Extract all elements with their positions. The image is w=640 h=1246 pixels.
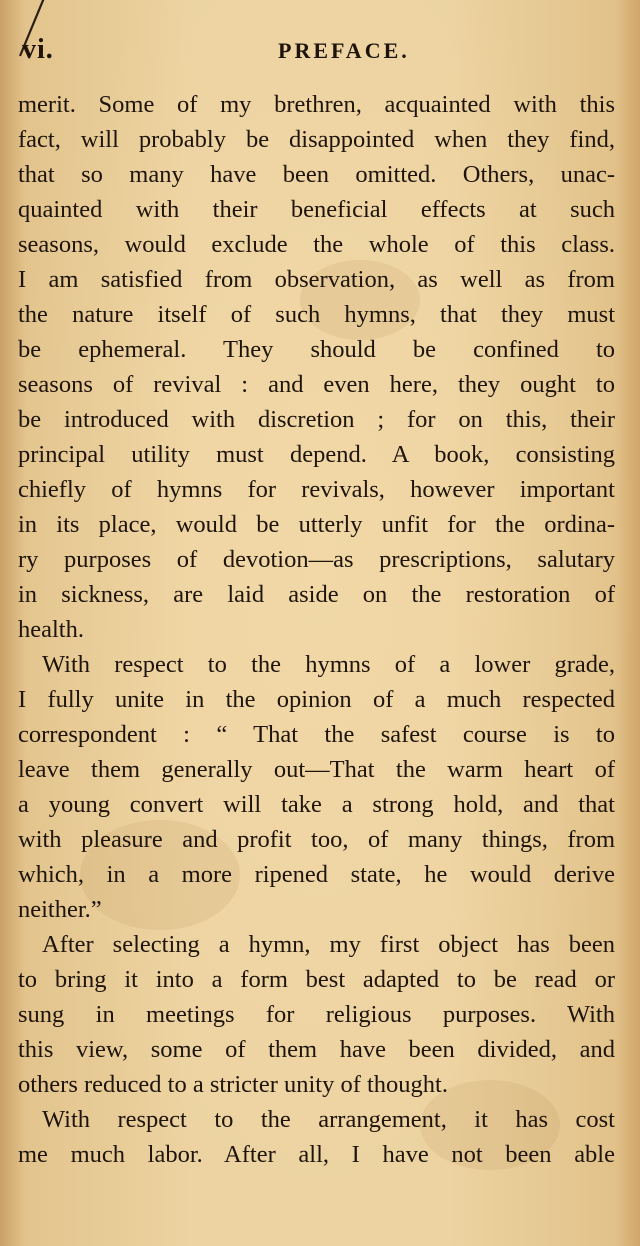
text-line: the nature itself of such hymns, that they must [18,301,615,328]
text-line: neither.” [18,896,102,923]
text-line: seasons, would exclude the whole of this class. [18,231,615,258]
text-line: With respect to the hymns of a lower grade, [42,651,615,678]
text-line: With respect to the arrangement, it has cost [42,1106,615,1133]
text-line: fact, will probably be disappointed when they find, [18,126,615,153]
text-line: with pleasure and profit too, of many things, from [18,826,615,853]
text-line: I am satisfied from observation, as well as from [18,266,615,293]
body-text [18,87,615,1172]
text-line: health. [18,616,84,643]
text-line: quainted with their beneficial effects at such [18,196,615,223]
text-line: ry purposes of devotion—as prescriptions, salutary [18,546,615,573]
page-header [22,34,616,74]
text-line: me much labor. After all, I have not been able [18,1141,615,1168]
text-line: in its place, would be utterly unfit for the ordina- [18,511,615,538]
text-line: to bring it into a form best adapted to be read or [18,966,615,993]
text-line: leave them generally out—That the warm heart of [18,756,615,783]
text-line: this view, some of them have been divided, and [18,1036,615,1063]
text-line: be introduced with discretion ; for on this, their [18,406,615,433]
text-line: sung in meetings for religious purposes. With [18,1001,615,1028]
text-line: After selecting a hymn, my first object has been [42,931,615,958]
text-line: I fully unite in the opinion of a much respected [18,686,615,713]
text-line: seasons of revival : and even here, they ought to [18,371,615,398]
text-line: others reduced to a stricter unity of thought. [18,1071,448,1098]
text-line: correspondent : “ That the safest course is to [18,721,615,748]
text-line: that so many have been omitted. Others, unac- [18,161,615,188]
page-number: vi. [22,34,54,65]
text-line: a young convert will take a strong hold, and that [18,791,615,818]
text-line: in sickness, are laid aside on the restoration of [18,581,615,608]
text-line: which, in a more ripened state, he would derive [18,861,615,888]
text-line: chiefly of hymns for revivals, however important [18,476,615,503]
text-line: be ephemeral. They should be confined to [18,336,615,363]
text-line: principal utility must depend. A book, consisting [18,441,615,468]
running-head: PREFACE. [278,38,410,63]
text-line: merit. Some of my brethren, acquainted with this [18,91,615,118]
